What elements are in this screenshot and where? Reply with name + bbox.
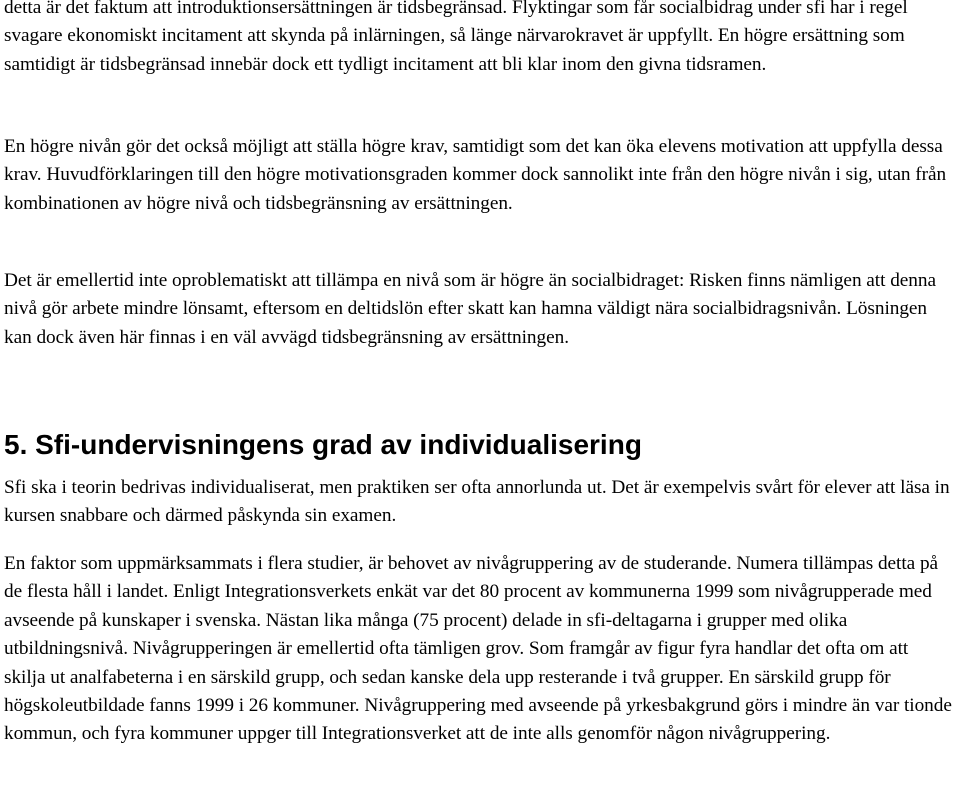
paragraph-hogre-niva: En högre nivån gör det också möjligt att ställa högre krav, samtidigt som det kan öka elevens motivation att uppfylla dessa krav. Huvudförklaringen till den högre motivationsgraden kommer dock sannolikt inte från den högre nivån i sig, utan från kombinationen av högre nivå och tidsbegränsning av ersättningen. <box>4 136 947 214</box>
paragraph-individualisering: Sfi ska i teorin bedrivas individualiserat, men praktiken ser ofta annorlunda ut. Det är exempelvis svårt för elever att läsa in kursen snabbare och därmed påskynda sin examen. <box>4 477 950 527</box>
paragraph-introduktionsersattning: detta är det faktum att introduktionsersättningen är tidsbegränsad. Flyktingar som får socialbidrag under sfi har i regel svagare ekonomiskt incitament att skynda på inlärningen, så länge närvarokravet är uppfyllt. En högre ersättning som samtidigt är tidsbegränsad innebär dock ett tydligt incitament att bli klar inom den givna tidsramen. <box>4 0 908 75</box>
paragraph-nivagruppering: En faktor som uppmärksammats i flera studier, är behovet av nivågruppering av de studerande. Numera tillämpas detta på de flesta håll i landet. Enligt Integrationsverkets enkät var det 80 procent av kommunerna 1999 som nivågrupperade med avseende på kunskaper i svenska. Nästan lika många (75 procent) delade in sfi-deltagarna i grupper med olika utbildningsnivå. Nivågrupperingen är emellertid ofta tämligen grov. Som framgår av figur fyra handlar det ofta om att skilja ut analfabeterna i en särskild grupp, och sedan kanske dela upp resterande i två grupper. En särskild grupp för högskoleutbildade fanns 1999 i 26 kommuner. Nivågruppering med avseende på yrkesbakgrund görs i mindre än var tionde kommun, och fyra kommuner uppger till Integrationsverket att de inte alls genomför någon nivågruppering. <box>4 553 952 745</box>
section-heading: 5. Sfi-undervisningens grad av individualisering <box>4 429 642 460</box>
paragraph-socialbidrag-risk: Det är emellertid inte oproblematiskt att tillämpa en nivå som är högre än socialbidraget: Risken finns nämligen att denna nivå gör arbete mindre lönsamt, eftersom en deltidslön efter skatt kan hamna väldigt nära socialbidragsnivån. Lösningen kan dock även här finnas i en väl avvägd tidsbegränsning av ersättningen. <box>4 270 936 348</box>
